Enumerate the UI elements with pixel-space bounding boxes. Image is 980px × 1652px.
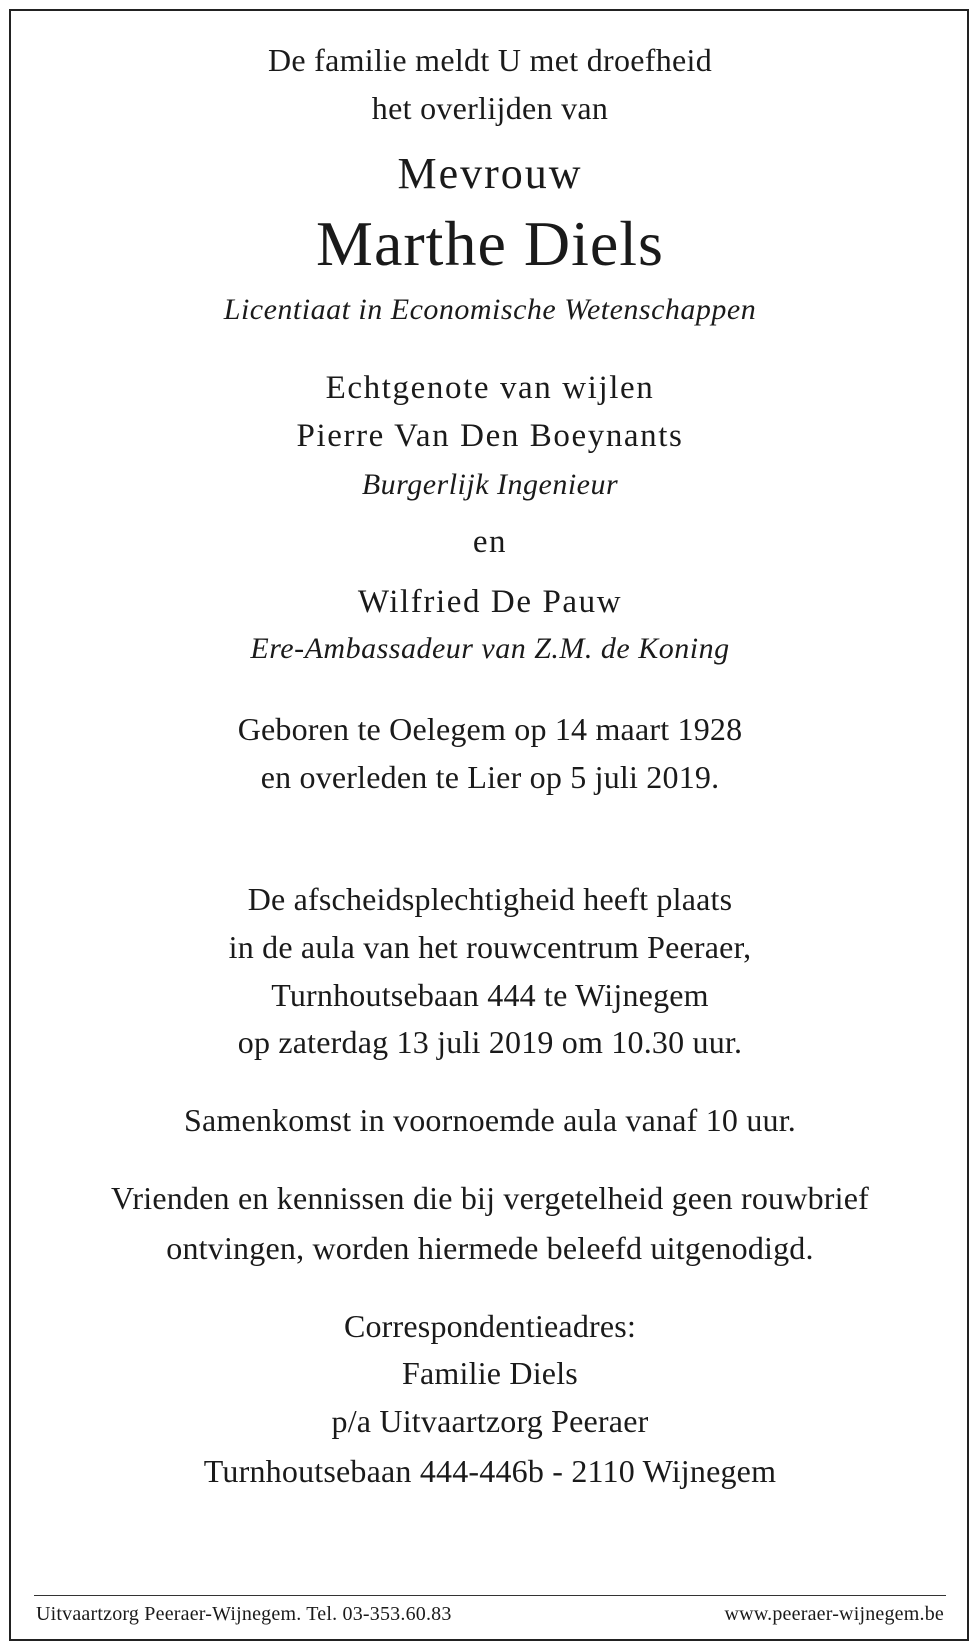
deceased-title: Mevrouw — [397, 149, 583, 198]
footer-divider — [34, 1595, 946, 1596]
correspondence-line-1: Familie Diels — [402, 1355, 578, 1391]
first-spouse-name: Pierre Van Den Boeynants — [296, 418, 684, 454]
invitation-line-1: Vrienden en kennissen die bij vergetelheid geen rouwbrief — [111, 1180, 869, 1216]
ceremony-line-4: op zaterdag 13 juli 2019 om 10.30 uur. — [237, 1024, 743, 1060]
correspondence-label: Correspondentieadres: — [343, 1308, 637, 1344]
intro-line-2: het overlijden van — [371, 90, 609, 126]
second-spouse-name: Wilfried De Pauw — [357, 584, 623, 620]
footer-website-link[interactable]: www.peeraer-wijnegem.be — [724, 1603, 944, 1625]
deceased-profession: Licentiaat in Economische Wetenschappen — [223, 293, 757, 326]
birth-line: Geboren te Oelegem op 14 maart 1928 — [237, 711, 743, 747]
first-spouse-title: Burgerlijk Ingenieur — [361, 468, 619, 501]
conjunction: en — [472, 524, 508, 560]
second-spouse-title: Ere-Ambassadeur van Z.M. de Koning — [250, 632, 730, 665]
gathering-line: Samenkomst in voornoemde aula vanaf 10 uur. — [183, 1102, 797, 1138]
ceremony-line-1: De afscheidsplechtigheid heeft plaats — [247, 881, 733, 917]
correspondence-line-2: p/a Uitvaartzorg Peeraer — [331, 1403, 649, 1439]
correspondence-line-3: Turnhoutsebaan 444-446b - 2110 Wijnegem — [203, 1453, 777, 1489]
ceremony-line-3: Turnhoutsebaan 444 te Wijnegem — [271, 977, 709, 1013]
deceased-name: Marthe Diels — [316, 208, 664, 279]
invitation-line-2: ontvingen, worden hiermede beleefd uitgenodigd. — [166, 1230, 814, 1266]
ceremony-line-2: in de aula van het rouwcentrum Peeraer, — [228, 929, 752, 965]
intro-line-1: De familie meldt U met droefheid — [267, 42, 713, 78]
death-line: en overleden te Lier op 5 juli 2019. — [260, 759, 720, 795]
widow-line: Echtgenote van wijlen — [325, 370, 655, 406]
footer-contact: Uitvaartzorg Peeraer-Wijnegem. Tel. 03-353.60.83 — [36, 1603, 452, 1625]
